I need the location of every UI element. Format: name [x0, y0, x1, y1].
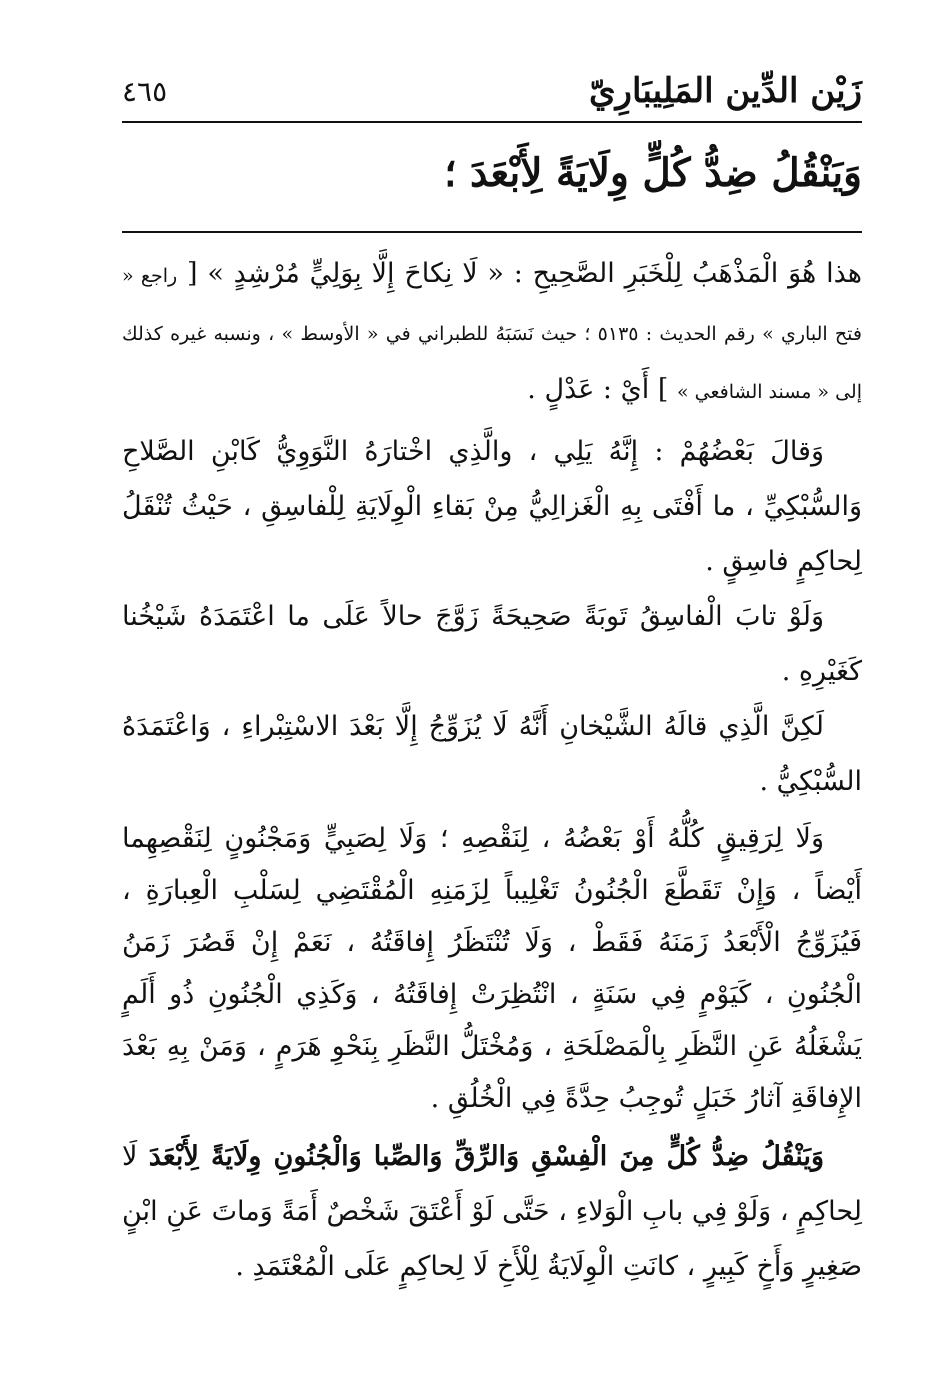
- paragraph-4: لَكِنَّ الَّذِي قالَهُ الشَّيْخانِ أَنَّهُ لَا يُزَوِّجُ إِلَّا بَعْدَ الاسْتِبْراءِ ، وَاعْتَمَدَهُ السُّبْكِيُّ .: [122, 711, 862, 797]
- paragraph-2: وَقالَ بَعْضُهُمْ : إِنَّهُ يَلِي ، والَّذِي اخْتارَهُ النَّوَوِيُّ كَابْنِ الصَّلاحِ وَالسُّبْكِيِّ ، ما أَفْتَى بِهِ الْغَزالِيُّ مِنْ بَقاءِ الْوِلَايَةِ لِلْفاسِقِ ، حَيْثُ تُنْقَلُ لِحاكِمٍ فاسِقٍ .: [122, 436, 862, 577]
- running-title: زَيْن الدِّين المَلِيبَارِيّ: [588, 71, 862, 111]
- matn-divider-rule: [122, 231, 862, 233]
- page-number: ٤٦٥: [122, 74, 168, 108]
- commentary-body: [122, 246, 862, 1294]
- paragraph-5: وَلَا لِرَقِيقٍ كُلُّهُ أَوْ بَعْضُهُ ، لِنَقْصِهِ ؛ وَلَا لِصَبِيٍّ وَمَجْنُونٍ لِنَقْصِهِما أَيْضاً ، وَإِنْ تَقَطَّعَ الْجُنُونُ تَغْلِيباً لِزَمَنِهِ الْمُقْتَضِي لِسَلْبِ الْعِبارَةِ ، فَيُزَوِّجُ الْأَبْعَدُ زَمَنَهُ فَقَطْ ، وَلَا تُنْتَظَرُ إِفاقَتُهُ ، نَعَمْ إِنْ قَصُرَ زَمَنُ الْجُنُونِ ، كَيَوْمٍ فِي سَنَةٍ ، انْتُظِرَتْ إِفاقَتُهُ ، وَكَذِي الْجُنُونِ ذُو أَلَمٍ يَشْغَلُهُ عَنِ النَّظَرِ بِالْمَصْلَحَةِ ، وَمُخْتَلُّ النَّظَرِ بِنَحْوِ هَرَمٍ ، وَمَنْ بِهِ بَعْدَ الإِفاقَةِ آثارُ خَبَلٍ تُوجِبُ حِدَّةً فِي الْخُلُقِ .: [122, 823, 862, 1114]
- paragraph-6: [122, 1129, 862, 1294]
- paragraph-6-rest: لَا لِحاكِمٍ ، وَلَوْ فِي بابِ الْوَلاءِ ، حَتَّى لَوْ أَعْتَقَ شَخْصٌ أَمَةً وَماتَ عَنِ ابْنٍ صَغِيرٍ وَأَخٍ كَبِيرٍ ، كانَتِ الْوِلَايَةُ لِلْأَخِ لَا لِحاكِمٍ عَلَى الْمُعْتَمَدِ .: [122, 1141, 862, 1282]
- paragraph-1: [122, 246, 862, 420]
- header-rule: [122, 121, 862, 123]
- page-header: [122, 62, 862, 120]
- paragraph-6-matn: وَيَنْقُلُ ضِدُّ كُلٍّ مِنَ الْفِسْقِ وَالرِّقِّ وَالصِّبا وَالْجُنُونِ وِلَايَةً لِأَبْعَدَ: [148, 1141, 824, 1172]
- paragraph-1-main: هذا هُوَ الْمَذْهَبُ لِلْخَبَرِ الصَّحِيحِ : « لَا نِكاحَ إِلَّا بِوَلِيٍّ مُرْشِدٍ » [: [187, 258, 862, 289]
- paragraph-1-end: ] أَيْ : عَدْلٍ .: [527, 374, 669, 405]
- paragraph-3: وَلَوْ تابَ الْفاسِقُ تَوبَةً صَحِيحَةً زَوَّجَ حالاً عَلَى ما اعْتَمَدَهُ شَيْخُنا كَغَيْرِهِ .: [122, 601, 862, 687]
- matn-text: وَيَنْقُلُ ضِدُّ كُلٍّ وِلَايَةً لِأَبْعَدَ ؛: [444, 150, 862, 196]
- hadith-reference: راجع « فتح الباري » رقم الحديث : ٥١٣٥ ؛ حيث نَسَبَهُ للطبراني في « الأوسط » ، ونسبه غيره كذلك إلى « مسند الشافعي »: [122, 265, 862, 403]
